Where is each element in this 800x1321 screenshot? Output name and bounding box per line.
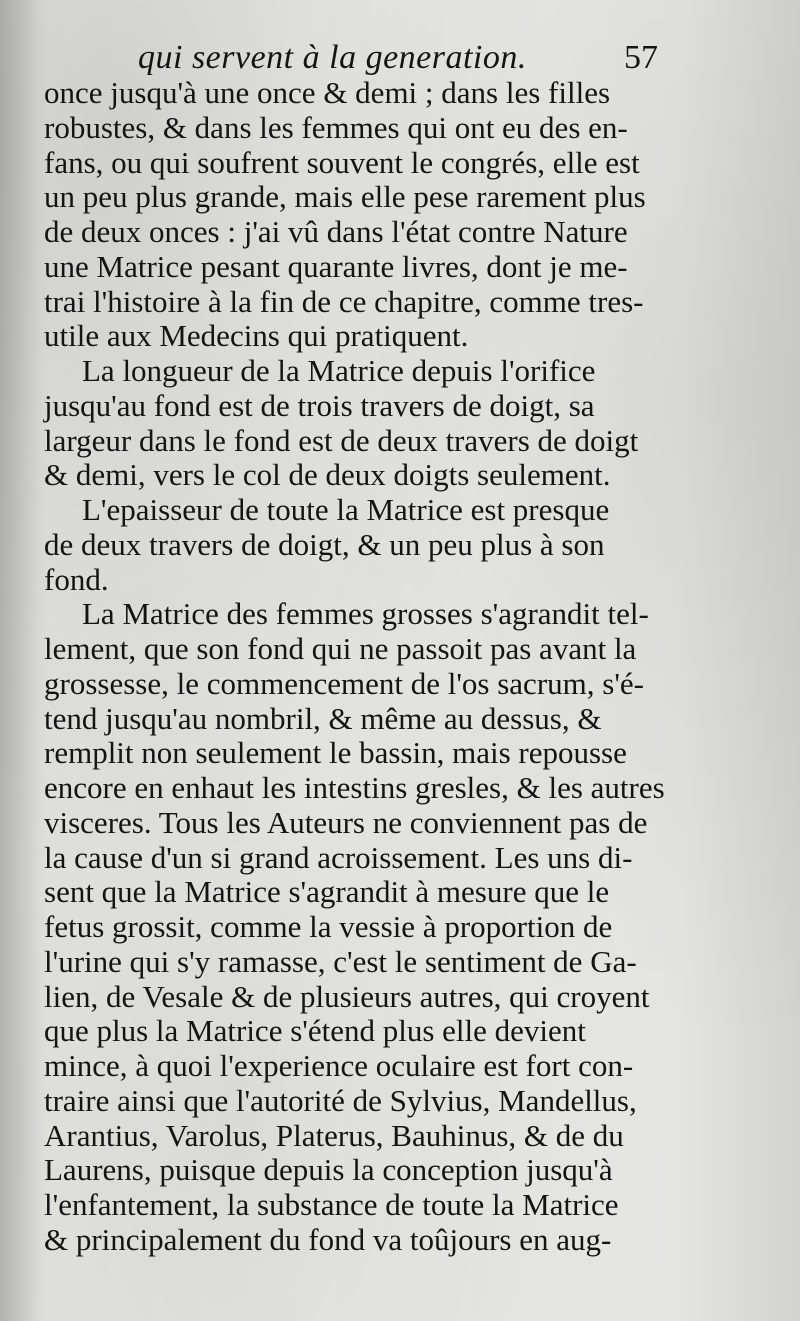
- text-line: lement, que son fond qui ne passoit pas avant la: [44, 631, 637, 666]
- text-line: l'enfantement, la substance de toute la Matrice: [44, 1187, 619, 1222]
- body-text: [44, 76, 684, 1258]
- text-line: fond.: [44, 561, 109, 597]
- text-line: une Matrice pesant quarante livres, dont je me-: [44, 248, 628, 284]
- text-line: remplit non seulement le bassin, mais repousse: [44, 735, 627, 771]
- text-line: largeur dans le fond est de deux travers de doigt: [44, 422, 639, 458]
- text-line: un peu plus grande, mais elle pese rarement plus: [44, 179, 646, 215]
- text-line: visceres. Tous les Auteurs ne conviennent pas de: [44, 804, 648, 840]
- paragraph-start-line: La longueur de la Matrice depuis l'orifice: [82, 353, 596, 388]
- text-line: trai l'histoire à la fin de ce chapitre, comme tres-: [44, 283, 644, 319]
- text-line: fetus grossit, comme la vessie à proportion de: [44, 909, 613, 944]
- running-head: [0, 38, 800, 78]
- text-line: encore en enhaut les intestins gresles, & les autres: [44, 770, 665, 805]
- text-line: robustes, & dans les femmes qui ont eu des en-: [44, 109, 628, 145]
- text-line: & demi, vers le col de deux doigts seulement.: [44, 457, 611, 493]
- text-line: que plus la Matrice s'étend plus elle devient: [44, 1013, 586, 1049]
- text-line: once jusqu'à une once & demi ; dans les filles: [44, 75, 611, 110]
- text-line: lien, de Vesale & de plusieurs autres, qui croyent: [44, 978, 650, 1014]
- text-line: traire ainsi que l'autorité de Sylvius, Mandellus,: [44, 1082, 637, 1118]
- running-title: qui servent à la generation.: [138, 39, 527, 76]
- text-line: Laurens, puisque depuis la conception jusqu'à: [44, 1152, 613, 1188]
- paragraph-start-line: La Matrice des femmes grosses s'agrandit tel-: [82, 596, 649, 632]
- text-line: & principalement du fond va toûjours en aug-: [44, 1221, 612, 1257]
- text-line: de deux onces : j'ai vû dans l'état contre Nature: [44, 214, 628, 249]
- text-line: tend jusqu'au nombril, & même au dessus, &: [44, 700, 602, 736]
- paragraph-start-line: L'epaisseur de toute la Matrice est presque: [82, 492, 610, 527]
- text-line: la cause d'un si grand acroissement. Les uns di-: [44, 839, 633, 875]
- text-line: de deux travers de doigt, & un peu plus à son: [44, 526, 605, 562]
- text-line: l'urine qui s'y ramasse, c'est le sentiment de Ga-: [44, 943, 637, 979]
- text-line: grossesse, le commencement de l'os sacrum, s'é-: [44, 665, 644, 701]
- text-line: utile aux Medecins qui pratiquent.: [44, 318, 469, 354]
- page-number: 57: [624, 39, 658, 76]
- text-line: mince, à quoi l'experience oculaire est fort con-: [44, 1048, 634, 1083]
- text-line: sent que la Matrice s'agrandit à mesure que le: [44, 874, 610, 910]
- gutter-shadow: [0, 0, 40, 1321]
- text-line: Arantius, Varolus, Platerus, Bauhinus, & de du: [44, 1117, 624, 1153]
- text-line: jusqu'au fond est de trois travers de doigt, sa: [44, 387, 595, 423]
- text-line: fans, ou qui soufrent souvent le congrés, elle est: [44, 144, 640, 180]
